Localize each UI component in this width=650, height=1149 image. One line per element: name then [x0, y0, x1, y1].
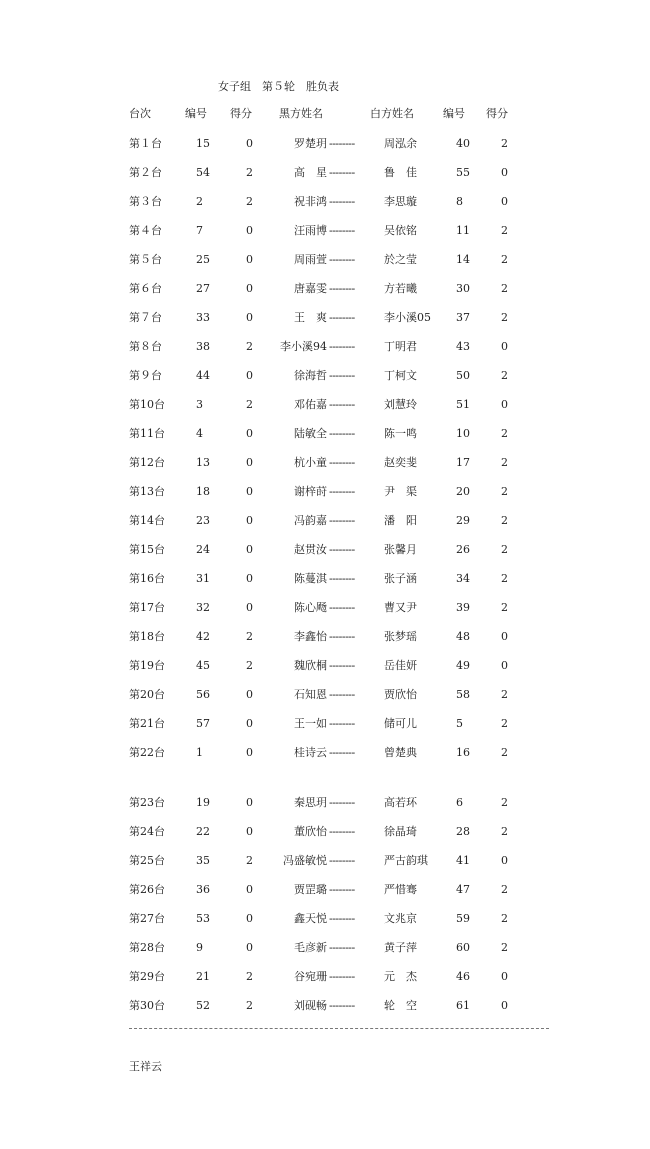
black-number: 44 — [196, 369, 210, 382]
black-number: 53 — [196, 912, 210, 925]
white-name: 曹又尹 — [384, 601, 417, 614]
white-score: 2 — [501, 572, 508, 585]
table-row — [0, 941, 650, 955]
black-name: 谷宛珊 — [294, 970, 327, 983]
white-score: 0 — [501, 999, 508, 1012]
black-name: 周雨萱 — [294, 253, 327, 266]
black-score: 0 — [246, 543, 253, 556]
white-name: 元 杰 — [384, 970, 417, 983]
black-score: 0 — [246, 224, 253, 237]
black-number: 7 — [196, 224, 203, 237]
white-score: 2 — [501, 912, 508, 925]
black-number: 52 — [196, 999, 210, 1012]
dash-separator: -------- — [329, 572, 355, 585]
table-cell: 第20台 — [129, 688, 165, 701]
white-name: 丁柯文 — [384, 369, 417, 382]
white-name: 李小溪05 — [384, 311, 431, 324]
table-row — [0, 717, 650, 731]
white-name: 方若曦 — [384, 282, 417, 295]
black-name: 陈蔓淇 — [294, 572, 327, 585]
white-number: 37 — [456, 311, 470, 324]
table-cell: 第28台 — [129, 941, 165, 954]
black-name: 李鑫怡 — [294, 630, 327, 643]
black-score: 0 — [246, 514, 253, 527]
black-number: 21 — [196, 970, 210, 983]
black-score: 0 — [246, 311, 253, 324]
black-score: 0 — [246, 688, 253, 701]
table-cell: 第６台 — [129, 282, 162, 295]
table-cell: 第29台 — [129, 970, 165, 983]
white-name: 曾楚典 — [384, 746, 417, 759]
black-score: 0 — [246, 746, 253, 759]
black-score: 0 — [246, 825, 253, 838]
white-name: 鲁 佳 — [384, 166, 417, 179]
signature: 王祥云 — [129, 1060, 162, 1073]
table-row — [0, 572, 650, 586]
white-score: 2 — [501, 883, 508, 896]
black-number: 15 — [196, 137, 210, 150]
black-number: 3 — [196, 398, 203, 411]
white-name: 严古韵琪 — [384, 854, 428, 867]
white-number: 40 — [456, 137, 470, 150]
white-score: 2 — [501, 224, 508, 237]
white-number: 8 — [456, 195, 463, 208]
dash-separator: -------- — [329, 369, 355, 382]
dash-separator: -------- — [329, 796, 355, 809]
white-name: 徐晶琦 — [384, 825, 417, 838]
white-number: 41 — [456, 854, 470, 867]
white-name: 张子涵 — [384, 572, 417, 585]
black-name: 唐嘉雯 — [294, 282, 327, 295]
dash-separator: -------- — [329, 427, 355, 440]
white-name: 於之莹 — [384, 253, 417, 266]
table-cell: 第９台 — [129, 369, 162, 382]
table-cell: 第４台 — [129, 224, 162, 237]
white-number: 30 — [456, 282, 470, 295]
dash-separator: -------- — [329, 543, 355, 556]
dash-separator: -------- — [329, 166, 355, 179]
white-name: 轮 空 — [384, 999, 417, 1012]
white-score: 0 — [501, 970, 508, 983]
black-score: 2 — [246, 398, 253, 411]
black-number: 2 — [196, 195, 203, 208]
white-name: 文兆京 — [384, 912, 417, 925]
black-score: 2 — [246, 630, 253, 643]
white-name: 潘 阳 — [384, 514, 417, 527]
black-number: 31 — [196, 572, 210, 585]
table-row — [0, 282, 650, 296]
table-cell: 第２台 — [129, 166, 162, 179]
black-score: 0 — [246, 601, 253, 614]
white-name: 贾欣怡 — [384, 688, 417, 701]
table-row — [0, 456, 650, 470]
table-row — [0, 369, 650, 383]
white-number: 17 — [456, 456, 470, 469]
table-cell: 第19台 — [129, 659, 165, 672]
black-score: 0 — [246, 427, 253, 440]
white-number: 5 — [456, 717, 463, 730]
black-name: 鑫天悦 — [294, 912, 327, 925]
black-name: 高 星 — [294, 166, 327, 179]
white-number: 14 — [456, 253, 470, 266]
white-number: 28 — [456, 825, 470, 838]
black-score: 2 — [246, 970, 253, 983]
white-score: 2 — [501, 796, 508, 809]
table-row — [0, 224, 650, 238]
black-score: 0 — [246, 717, 253, 730]
white-score: 0 — [501, 854, 508, 867]
white-score: 0 — [501, 166, 508, 179]
black-name: 毛彦新 — [294, 941, 327, 954]
table-row — [0, 514, 650, 528]
white-score: 0 — [501, 630, 508, 643]
black-number: 38 — [196, 340, 210, 353]
table-cell: 第15台 — [129, 543, 165, 556]
black-name: 秦思玥 — [294, 796, 327, 809]
black-number: 13 — [196, 456, 210, 469]
white-number: 11 — [456, 224, 470, 237]
white-name: 高若环 — [384, 796, 417, 809]
table-cell: 第３台 — [129, 195, 162, 208]
white-number: 16 — [456, 746, 470, 759]
white-name: 张馨月 — [384, 543, 417, 556]
white-score: 2 — [501, 717, 508, 730]
dash-separator: -------- — [329, 137, 355, 150]
white-number: 49 — [456, 659, 470, 672]
dash-separator: -------- — [329, 941, 355, 954]
table-row — [0, 427, 650, 441]
white-score: 2 — [501, 485, 508, 498]
table-row — [0, 166, 650, 180]
black-score: 0 — [246, 369, 253, 382]
table-row — [0, 485, 650, 499]
white-number: 43 — [456, 340, 470, 353]
black-name: 刘砚畅 — [294, 999, 327, 1012]
white-score: 2 — [501, 137, 508, 150]
white-name: 张梦瑶 — [384, 630, 417, 643]
dash-separator: -------- — [329, 825, 355, 838]
black-name: 李小溪94 — [280, 340, 327, 353]
dash-separator: -------- — [329, 311, 355, 324]
black-name: 罗楚玥 — [294, 137, 327, 150]
black-name: 杭小童 — [294, 456, 327, 469]
table-cell: 第13台 — [129, 485, 165, 498]
header-white-score: 得分 — [486, 107, 508, 120]
dash-separator: -------- — [329, 688, 355, 701]
black-name: 陆敏全 — [294, 427, 327, 440]
black-number: 32 — [196, 601, 210, 614]
white-number: 29 — [456, 514, 470, 527]
table-row — [0, 630, 650, 644]
black-number: 9 — [196, 941, 203, 954]
table-row — [0, 970, 650, 984]
white-name: 储可儿 — [384, 717, 417, 730]
header-black-score: 得分 — [230, 107, 252, 120]
black-number: 45 — [196, 659, 210, 672]
dash-separator: -------- — [329, 514, 355, 527]
white-score: 2 — [501, 941, 508, 954]
dash-separator: -------- — [329, 224, 355, 237]
header-table: 台次 — [129, 107, 151, 120]
table-cell: 第12台 — [129, 456, 165, 469]
table-cell: 第24台 — [129, 825, 165, 838]
dash-separator: -------- — [329, 398, 355, 411]
black-number: 19 — [196, 796, 210, 809]
black-name: 王一如 — [294, 717, 327, 730]
header-black-name: 黑方姓名 — [279, 107, 323, 120]
white-score: 2 — [501, 601, 508, 614]
table-cell: 第26台 — [129, 883, 165, 896]
white-name: 黄子萍 — [384, 941, 417, 954]
header-black-number: 编号 — [185, 107, 207, 120]
white-number: 47 — [456, 883, 470, 896]
white-score: 2 — [501, 369, 508, 382]
white-number: 6 — [456, 796, 463, 809]
dash-separator: -------- — [329, 746, 355, 759]
table-row — [0, 999, 650, 1013]
black-name: 董欣怡 — [294, 825, 327, 838]
white-number: 59 — [456, 912, 470, 925]
black-score: 0 — [246, 883, 253, 896]
white-name: 岳佳妍 — [384, 659, 417, 672]
white-number: 58 — [456, 688, 470, 701]
white-name: 吴依铭 — [384, 224, 417, 237]
white-score: 2 — [501, 825, 508, 838]
dash-separator: -------- — [329, 456, 355, 469]
dash-separator: -------- — [329, 601, 355, 614]
table-row — [0, 311, 650, 325]
dash-separator: -------- — [329, 717, 355, 730]
white-number: 48 — [456, 630, 470, 643]
black-name: 冯盛敏悦 — [283, 854, 327, 867]
white-score: 2 — [501, 282, 508, 295]
black-number: 24 — [196, 543, 210, 556]
black-score: 0 — [246, 796, 253, 809]
black-number: 54 — [196, 166, 210, 179]
black-score: 0 — [246, 253, 253, 266]
black-score: 0 — [246, 282, 253, 295]
black-score: 2 — [246, 195, 253, 208]
black-name: 祝非鸿 — [294, 195, 327, 208]
table-row — [0, 688, 650, 702]
black-score: 2 — [246, 340, 253, 353]
table-row — [0, 398, 650, 412]
white-name: 赵奕斐 — [384, 456, 417, 469]
black-score: 0 — [246, 485, 253, 498]
white-name: 周泓余 — [384, 137, 417, 150]
black-score: 0 — [246, 941, 253, 954]
table-cell: 第25台 — [129, 854, 165, 867]
black-score: 2 — [246, 854, 253, 867]
black-number: 22 — [196, 825, 210, 838]
table-row — [0, 796, 650, 810]
white-score: 0 — [501, 659, 508, 672]
black-name: 桂诗云 — [294, 746, 327, 759]
black-name: 谢梓莳 — [294, 485, 327, 498]
black-number: 33 — [196, 311, 210, 324]
table-row — [0, 883, 650, 897]
white-number: 60 — [456, 941, 470, 954]
black-name: 魏欣桐 — [294, 659, 327, 672]
table-row — [0, 825, 650, 839]
white-number: 39 — [456, 601, 470, 614]
dash-separator: -------- — [329, 340, 355, 353]
table-cell: 第１台 — [129, 137, 162, 150]
white-name: 尹 渠 — [384, 485, 417, 498]
table-cell: 第17台 — [129, 601, 165, 614]
table-row — [0, 195, 650, 209]
page-title: 女子组 第５轮 胜负表 — [218, 80, 339, 93]
black-number: 36 — [196, 883, 210, 896]
header-white-number: 编号 — [443, 107, 465, 120]
table-cell: 第30台 — [129, 999, 165, 1012]
dash-separator: -------- — [329, 630, 355, 643]
table-cell: 第11台 — [129, 427, 165, 440]
black-score: 2 — [246, 659, 253, 672]
white-number: 50 — [456, 369, 470, 382]
dash-separator: -------- — [329, 282, 355, 295]
table-row — [0, 854, 650, 868]
table-row — [0, 543, 650, 557]
black-name: 汪雨博 — [294, 224, 327, 237]
dashed-divider — [129, 1028, 549, 1029]
white-name: 陈一鸣 — [384, 427, 417, 440]
black-score: 0 — [246, 912, 253, 925]
black-name: 贾罡璐 — [294, 883, 327, 896]
table-row — [0, 746, 650, 760]
white-score: 0 — [501, 195, 508, 208]
white-score: 2 — [501, 311, 508, 324]
table-cell: 第10台 — [129, 398, 165, 411]
black-score: 0 — [246, 137, 253, 150]
table-row — [0, 340, 650, 354]
black-name: 冯韵嘉 — [294, 514, 327, 527]
black-score: 2 — [246, 166, 253, 179]
dash-separator: -------- — [329, 970, 355, 983]
white-name: 严惜骞 — [384, 883, 417, 896]
table-cell: 第21台 — [129, 717, 165, 730]
black-number: 23 — [196, 514, 210, 527]
dash-separator: -------- — [329, 854, 355, 867]
dash-separator: -------- — [329, 999, 355, 1012]
black-number: 56 — [196, 688, 210, 701]
white-number: 55 — [456, 166, 470, 179]
table-cell: 第７台 — [129, 311, 162, 324]
white-number: 10 — [456, 427, 470, 440]
table-cell: 第８台 — [129, 340, 162, 353]
table-cell: 第22台 — [129, 746, 165, 759]
white-number: 61 — [456, 999, 470, 1012]
white-score: 0 — [501, 398, 508, 411]
table-cell: 第27台 — [129, 912, 165, 925]
white-name: 刘慧玲 — [384, 398, 417, 411]
table-header — [0, 107, 650, 121]
white-score: 0 — [501, 340, 508, 353]
table-cell: 第16台 — [129, 572, 165, 585]
black-number: 35 — [196, 854, 210, 867]
white-score: 2 — [501, 427, 508, 440]
table-row — [0, 601, 650, 615]
black-score: 0 — [246, 456, 253, 469]
dash-separator: -------- — [329, 195, 355, 208]
black-name: 邓佑嘉 — [294, 398, 327, 411]
white-score: 2 — [501, 514, 508, 527]
dash-separator: -------- — [329, 253, 355, 266]
black-number: 27 — [196, 282, 210, 295]
table-row — [0, 137, 650, 151]
dash-separator: -------- — [329, 912, 355, 925]
black-number: 4 — [196, 427, 203, 440]
table-row — [0, 253, 650, 267]
white-score: 2 — [501, 746, 508, 759]
white-number: 26 — [456, 543, 470, 556]
table-row — [0, 912, 650, 926]
white-name: 李思璇 — [384, 195, 417, 208]
black-number: 25 — [196, 253, 210, 266]
black-score: 2 — [246, 999, 253, 1012]
dash-separator: -------- — [329, 485, 355, 498]
black-number: 42 — [196, 630, 210, 643]
black-name: 徐海哲 — [294, 369, 327, 382]
table-cell: 第18台 — [129, 630, 165, 643]
header-white-name: 白方姓名 — [370, 107, 414, 120]
white-score: 2 — [501, 253, 508, 266]
dash-separator: -------- — [329, 659, 355, 672]
table-row — [0, 659, 650, 673]
black-name: 赵贯汝 — [294, 543, 327, 556]
dash-separator: -------- — [329, 883, 355, 896]
black-number: 18 — [196, 485, 210, 498]
table-cell: 第５台 — [129, 253, 162, 266]
table-cell: 第23台 — [129, 796, 165, 809]
white-number: 46 — [456, 970, 470, 983]
white-score: 2 — [501, 688, 508, 701]
white-number: 51 — [456, 398, 470, 411]
black-name: 石知恩 — [294, 688, 327, 701]
white-number: 20 — [456, 485, 470, 498]
black-number: 57 — [196, 717, 210, 730]
table-cell: 第14台 — [129, 514, 165, 527]
white-name: 丁明君 — [384, 340, 417, 353]
white-score: 2 — [501, 456, 508, 469]
black-name: 陈心飏 — [294, 601, 327, 614]
black-name: 王 爽 — [294, 311, 327, 324]
black-number: 1 — [196, 746, 203, 759]
white-score: 2 — [501, 543, 508, 556]
black-score: 0 — [246, 572, 253, 585]
white-number: 34 — [456, 572, 470, 585]
